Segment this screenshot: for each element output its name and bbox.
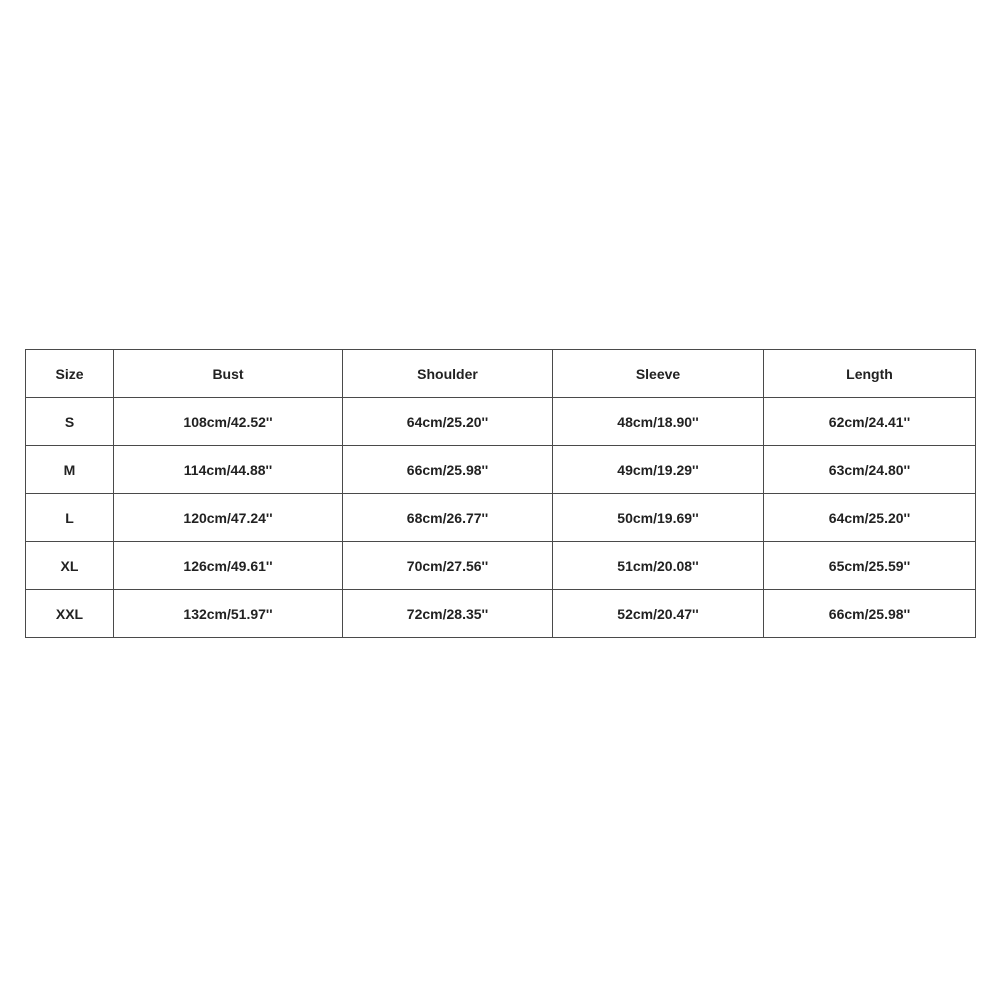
cell-shoulder: 66cm/25.98'' [343,446,553,494]
cell-length: 64cm/25.20'' [764,494,976,542]
cell-length: 66cm/25.98'' [764,590,976,638]
header-length: Length [764,350,976,398]
cell-bust: 108cm/42.52'' [114,398,343,446]
table-header-row [26,350,976,398]
header-sleeve: Sleeve [553,350,764,398]
cell-bust: 132cm/51.97'' [114,590,343,638]
cell-length: 62cm/24.41'' [764,398,976,446]
cell-length: 65cm/25.59'' [764,542,976,590]
cell-shoulder: 64cm/25.20'' [343,398,553,446]
cell-bust: 126cm/49.61'' [114,542,343,590]
cell-size: M [26,446,114,494]
cell-bust: 120cm/47.24'' [114,494,343,542]
cell-sleeve: 48cm/18.90'' [553,398,764,446]
cell-size: L [26,494,114,542]
size-chart-table [25,349,976,638]
cell-bust: 114cm/44.88'' [114,446,343,494]
header-bust: Bust [114,350,343,398]
cell-shoulder: 70cm/27.56'' [343,542,553,590]
cell-sleeve: 49cm/19.29'' [553,446,764,494]
cell-sleeve: 51cm/20.08'' [553,542,764,590]
header-shoulder: Shoulder [343,350,553,398]
table-row [26,542,976,590]
cell-shoulder: 68cm/26.77'' [343,494,553,542]
table-row [26,590,976,638]
cell-size: S [26,398,114,446]
cell-size: XL [26,542,114,590]
cell-shoulder: 72cm/28.35'' [343,590,553,638]
cell-size: XXL [26,590,114,638]
table-row [26,446,976,494]
cell-sleeve: 52cm/20.47'' [553,590,764,638]
header-size: Size [26,350,114,398]
cell-sleeve: 50cm/19.69'' [553,494,764,542]
table-row [26,398,976,446]
cell-length: 63cm/24.80'' [764,446,976,494]
table-row [26,494,976,542]
